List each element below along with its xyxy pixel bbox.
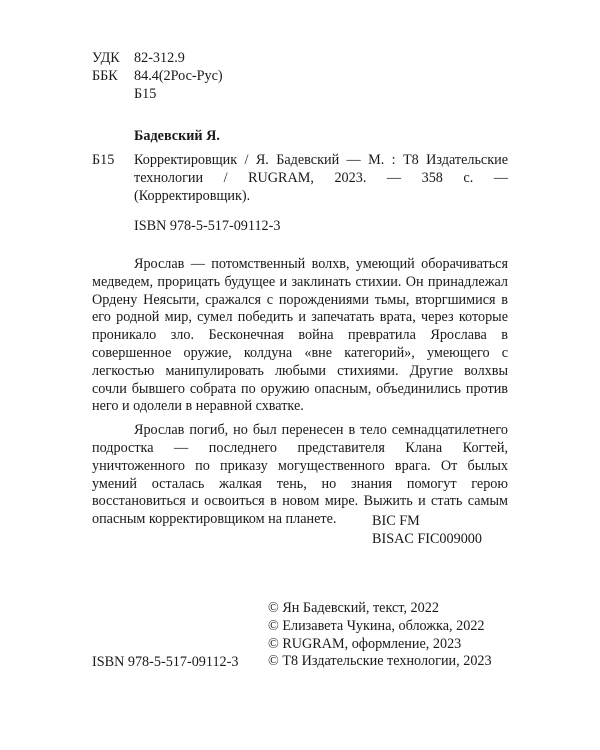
author-mark-row bbox=[92, 86, 223, 104]
isbn: ISBN 978-5-517-09112-3 bbox=[134, 218, 281, 234]
copyright-line: © Ян Бадевский, текст, 2022 bbox=[268, 600, 439, 616]
bic-code: BIC FM bbox=[372, 513, 420, 529]
udk-row bbox=[92, 50, 223, 68]
annotation-paragraph: Ярослав — потомственный волхв, умеющий оборачиваться медведем, прорицать будущее и заклинать стихии. Он принадлежал Ордену Неясыти, сражался с порождениями тьмы, вторгшимися в его родной мир, сумел победить и запечатать врата, через которые проникало зло. Бесконечная война превратила Ярослава в совершенное оружие, колдуна «вне категорий», умеющего с легкостью манипулировать любыми стихиями. Другие волхвы сочли бывшего собрата по оружию опасным, объединились против него и одолели в неравной схватке. bbox=[92, 256, 508, 415]
bisac-code: BISAC FIC009000 bbox=[372, 530, 482, 547]
code-key: ББК bbox=[92, 67, 118, 84]
isbn-bottom: ISBN 978-5-517-09112-3 bbox=[92, 654, 239, 670]
annotation-paragraph: Ярослав погиб, но был перенесен в тело семнадцатилетнего подростка — последнего представителя Клана Когтей, уничтоженного по приказу могущественного врага. От былых умений осталась жалкая тень, но знания помогут герою восстановиться и освоиться в новом мире. Выжить и стать самым опасным корректировщиком на планете. bbox=[92, 422, 508, 528]
annotation bbox=[92, 256, 508, 535]
author-heading: Бадевский Я. bbox=[134, 128, 220, 144]
classification-codes bbox=[92, 50, 223, 103]
code-key: УДК bbox=[92, 50, 120, 66]
code-value: Б15 bbox=[134, 85, 157, 102]
author-mark: Б15 bbox=[92, 152, 115, 168]
copyright-block bbox=[268, 600, 492, 671]
bibliographic-text: Корректировщик / Я. Бадевский — М. : Т8 Издательские технологии / RUGRAM, 2023. — 358 с. — (Корректировщик). bbox=[134, 152, 508, 204]
copyright-line: © Елизавета Чукина, обложка, 2022 bbox=[268, 617, 485, 634]
copyright-line: © Т8 Издательские технологии, 2023 bbox=[268, 653, 492, 670]
copyright-line: © RUGRAM, оформление, 2023 bbox=[268, 635, 462, 652]
code-key bbox=[92, 86, 134, 104]
subject-codes bbox=[372, 513, 482, 549]
code-value: 84.4(2Рос-Рус) bbox=[134, 67, 223, 84]
bibliographic-description bbox=[92, 152, 508, 205]
bbk-row bbox=[92, 68, 223, 86]
code-value: 82-312.9 bbox=[134, 50, 185, 66]
